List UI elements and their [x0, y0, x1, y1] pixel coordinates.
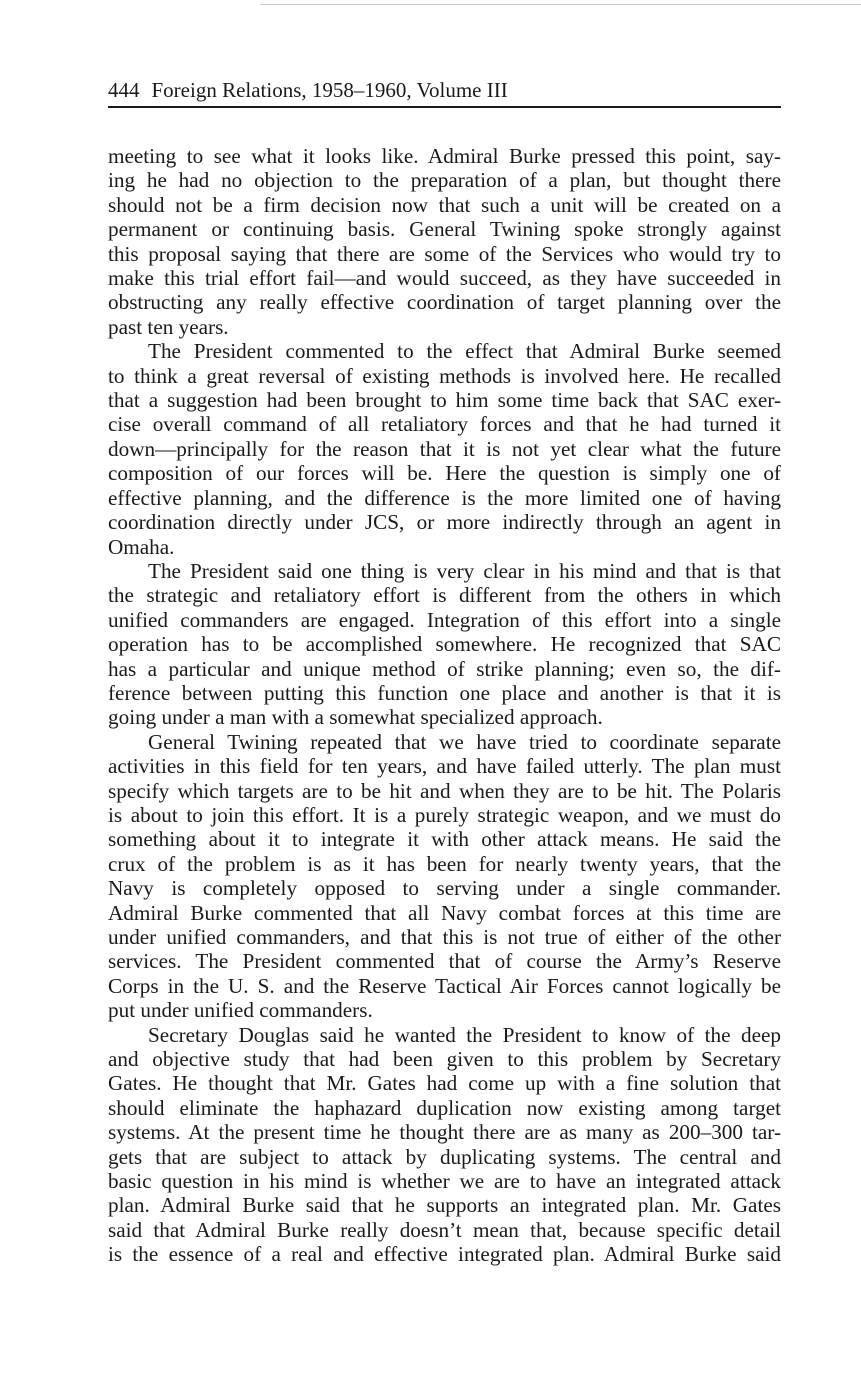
- top-edge-rule: [260, 4, 861, 5]
- text-line: General Twining repeated that we have tried to coordinate separate: [148, 729, 781, 754]
- text-line: Admiral Burke commented that all Navy combat forces at this time are: [108, 900, 781, 925]
- text-line: to think a great reversal of existing methods is involved here. He recalled: [108, 363, 781, 388]
- text-line: meeting to see what it looks like. Admiral Burke pressed this point, say-: [108, 144, 781, 168]
- text-line: is the essence of a real and effective integrated plan. Admiral Burke said: [108, 1242, 781, 1267]
- text-line: and objective study that had been given to this problem by Secretary: [108, 1047, 781, 1072]
- text-line: basic question in his mind is whether we are to have an integrated attack: [108, 1169, 781, 1194]
- text-line: has a particular and unique method of strike planning; even so, the dif-: [108, 656, 781, 681]
- text-line: past ten years.: [108, 314, 229, 339]
- text-line: The President commented to the effect that Admiral Burke seemed: [148, 339, 781, 364]
- text-line: should not be a firm decision now that such a unit will be created on a: [108, 192, 781, 217]
- document-page: [108, 78, 781, 1267]
- paragraph-4: [108, 730, 781, 1023]
- text-line: ing he had no objection to the preparation of a plan, but thought there: [108, 168, 781, 193]
- text-line: services. The President commented that of course the Army’s Reserve: [108, 949, 781, 974]
- text-line: the strategic and retaliatory effort is different from the others in which: [108, 583, 781, 608]
- text-line: gets that are subject to attack by duplicating systems. The central and: [108, 1144, 781, 1169]
- text-line: under unified commanders, and that this is not true of either of the other: [108, 925, 781, 949]
- text-line: obstructing any really effective coordination of target planning over the: [108, 290, 781, 315]
- text-line: composition of our forces will be. Here the question is simply one of: [108, 461, 781, 486]
- text-line: The President said one thing is very clear in his mind and that is that: [148, 558, 781, 583]
- text-line: said that Admiral Burke really doesn’t mean that, because specific detail: [108, 1217, 781, 1242]
- text-line: make this trial effort fail—and would succeed, as they have succeeded in: [108, 266, 781, 291]
- text-line: ference between putting this function one place and another is that it is: [108, 680, 781, 705]
- text-line: crux of the problem is as it has been for nearly twenty years, that the: [108, 851, 781, 876]
- text-line: plan. Admiral Burke said that he supports an integrated plan. Mr. Gates: [108, 1193, 781, 1218]
- text-line: permanent or continuing basis. General Twining spoke strongly against: [108, 217, 781, 242]
- text-line: should eliminate the haphazard duplication now existing among target: [108, 1095, 781, 1120]
- text-line: Corps in the U. S. and the Reserve Tactical Air Forces cannot logically be: [108, 973, 781, 998]
- paragraph-3: [108, 559, 781, 730]
- text-line: Omaha.: [108, 534, 175, 559]
- text-line: down—principally for the reason that it is not yet clear what the future: [108, 436, 781, 461]
- text-line: this proposal saying that there are some of the Services who would try to: [108, 241, 781, 266]
- text-line: Gates. He thought that Mr. Gates had come up with a fine solution that: [108, 1071, 781, 1096]
- paragraph-2: [108, 339, 781, 559]
- text-line: cise overall command of all retaliatory forces and that he had turned it: [108, 412, 781, 437]
- text-line: systems. At the present time he thought there are as many as 200–300 tar-: [108, 1120, 781, 1145]
- running-head-title: Foreign Relations, 1958–1960, Volume III: [151, 78, 508, 102]
- text-line: effective planning, and the difference is the more limited one of having: [108, 485, 781, 510]
- text-line: going under a man with a somewhat specialized approach.: [108, 705, 603, 730]
- text-line: put under unified commanders.: [108, 998, 373, 1023]
- text-line: is about to join this effort. It is a purely strategic weapon, and we must do: [108, 802, 781, 827]
- text-line: Navy is completely opposed to serving under a single commander.: [108, 876, 781, 901]
- text-line: coordination directly under JCS, or more indirectly through an agent in: [108, 510, 781, 535]
- paragraph-1: [108, 144, 781, 339]
- text-line: activities in this field for ten years, and have failed utterly. The plan must: [108, 754, 781, 779]
- running-head: [108, 78, 781, 108]
- paragraph-5: [108, 1023, 781, 1267]
- text-line: specify which targets are to be hit and when they are to be hit. The Polaris: [108, 778, 781, 803]
- page-number: 444: [108, 78, 140, 102]
- text-line: unified commanders are engaged. Integration of this effort into a single: [108, 607, 781, 632]
- text-line: that a suggestion had been brought to him some time back that SAC exer-: [108, 388, 781, 413]
- text-line: something about it to integrate it with other attack means. He said the: [108, 827, 781, 852]
- text-line: Secretary Douglas said he wanted the President to know of the deep: [148, 1022, 781, 1047]
- text-line: operation has to be accomplished somewhere. He recognized that SAC: [108, 632, 781, 657]
- body-text: [108, 144, 781, 1267]
